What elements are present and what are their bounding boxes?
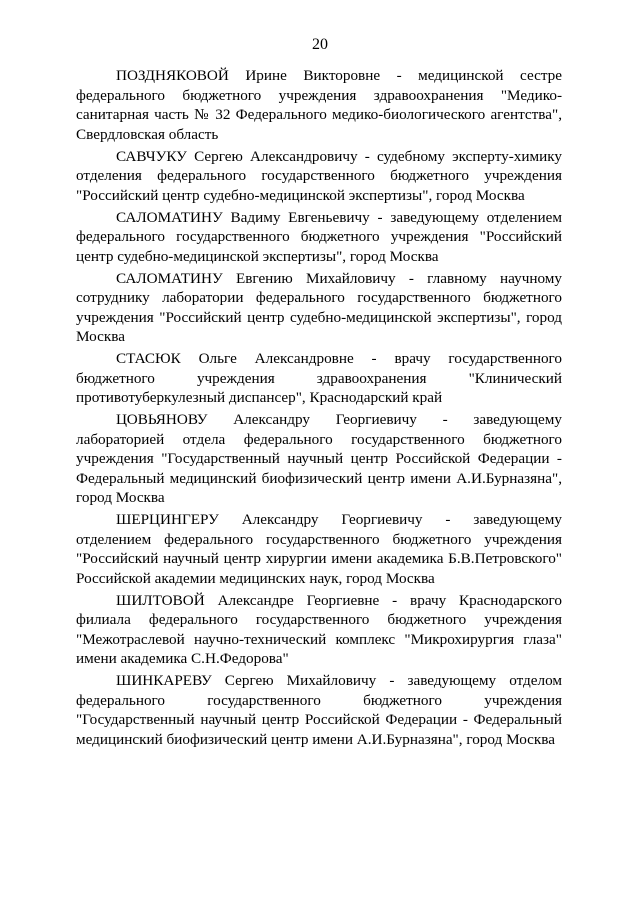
page-number: 20 (312, 36, 328, 53)
list-item: СТАСЮК Ольге Александровне - врачу государственного бюджетного учреждения здравоохранения "Клинический противотуберкулезный диспансер", Краснодарский край (76, 350, 562, 406)
list-item: ЦОВЬЯНОВУ Александру Георгиевичу - заведующему лабораторией отдела федерального государственного бюджетного учреждения "Государственный научный центр Российской Федерации - Федеральный медицинский биофизический центр имени А.И.Бурназяна", город Москва (76, 411, 562, 506)
list-item: ШИНКАРЕВУ Сергею Михайловичу - заведующему отделом федерального государственного бюджетного учреждения "Государственный научный центр Российской Федерации - Федеральный медицинский биофизический центр имени А.И.Бурназяна", город Москва (76, 672, 562, 748)
list-item: ПОЗДНЯКОВОЙ Ирине Викторовне - медицинской сестре федерального бюджетного учреждения здравоохранения "Медико-санитарная часть № 32 Федерального медико-биологического агентства", Свердловская область (76, 67, 562, 143)
award-list (76, 66, 562, 752)
list-item: САЛОМАТИНУ Вадиму Евгеньевичу - заведующему отделением федерального государственного бюджетного учреждения "Российский центр судебно-медицинской экспертизы", город Москва (76, 208, 562, 265)
list-item: ШИЛТОВОЙ Александре Георгиевне - врачу Краснодарского филиала федерального государственного бюджетного учреждения "Межотраслевой научно-технический комплекс "Микрохирургия глаза" имени академика С.Н.Федорова" (76, 591, 562, 667)
list-item: ШЕРЦИНГЕРУ Александру Георгиевичу - заведующему отделением федерального государственного бюджетного учреждения "Российский научный центр хирургии имени академика Б.В.Петровского" Российской академии медицинских наук, город Москва (76, 511, 562, 587)
list-item: САВЧУКУ Сергею Александровичу - судебному эксперту-химику отделения федерального государственного бюджетного учреждения "Российский центр судебно-медицинской экспертизы", город Москва (76, 147, 562, 204)
list-item: САЛОМАТИНУ Евгению Михайловичу - главному научному сотруднику лаборатории федерального государственного бюджетного учреждения "Российский центр судебно-медицинской экспертизы", город Москва (76, 269, 562, 345)
